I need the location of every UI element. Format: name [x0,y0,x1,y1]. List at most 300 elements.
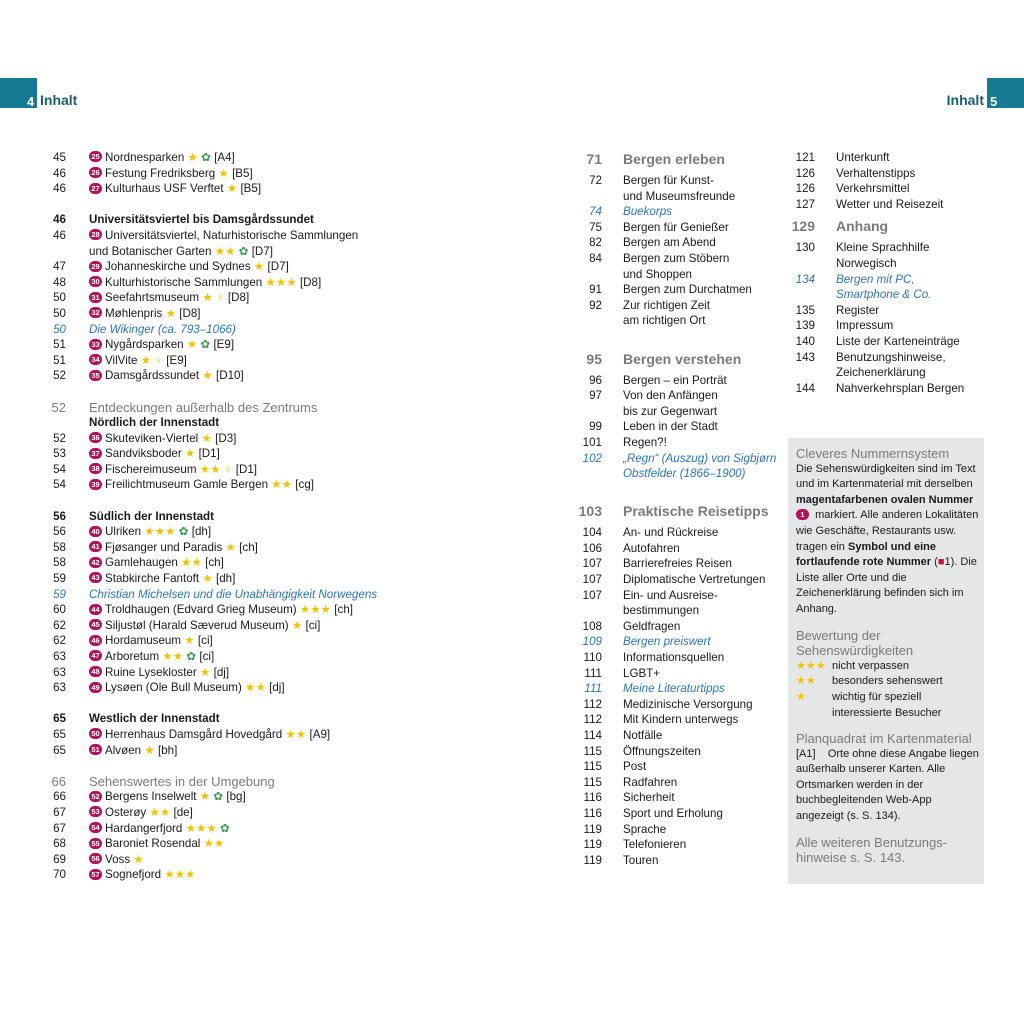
page-number: 143 [795,350,815,364]
toc-entry[interactable] [40,665,510,681]
sight-number-badge: 30 [89,276,102,287]
toc-entry[interactable] [40,462,510,478]
toc-entry[interactable] [40,509,510,525]
page-number: 97 [589,389,602,403]
entry-title [89,649,214,665]
spacer [40,758,510,774]
toc-entry[interactable] [40,400,510,416]
entry-label: Zur richtigen Zeit [623,298,710,312]
entry-label: Südlich der Innenstadt [89,509,214,523]
toc-entry[interactable] [570,235,780,251]
toc-entry[interactable] [40,587,510,603]
sight-number-badge: 50 [89,728,102,739]
toc-entry[interactable] [570,588,780,604]
page-number: 135 [795,303,815,317]
info-title-rating-b: Sehenswürdigkeiten [796,643,914,659]
star-icon: ★ [285,727,296,741]
sight-number-badge: 25 [89,151,102,162]
map-grid-ref: [de] [173,805,193,819]
star-icon: ★ [203,837,215,851]
toc-entry[interactable] [40,618,510,634]
entry-label: Bergen am Abend [623,236,716,250]
toc-entry[interactable] [780,150,990,166]
entry-label: Obstfelder (1866–1900) [623,467,746,481]
entry-label: Wetter und Reisezeit [836,197,944,211]
entry-label: Universitätsviertel bis Damsgårdssundet [89,213,314,227]
entry-title [623,173,714,189]
entry-title [623,775,677,791]
entry-label: bestimmungen [623,604,700,618]
entry-title [623,588,718,604]
entry-label: Freilichtmuseum Gamle Bergen [105,478,269,492]
toc-entry[interactable] [40,306,510,322]
star-icon: ★ [195,821,207,835]
star-icon: ★ [165,306,176,320]
toc-entry[interactable] [570,853,780,869]
entry-label: Sandviksboder [105,447,182,461]
toc-entry[interactable] [40,368,510,384]
toc-entry[interactable] [40,477,510,493]
entry-title [836,365,926,381]
entry-label: Regen?! [623,435,667,449]
entry-title [623,712,738,728]
toc-entry[interactable] [570,697,780,713]
page-number: 50 [53,291,66,305]
toc-entry[interactable] [40,524,510,540]
toc-entry[interactable] [40,259,510,275]
entry-title [623,451,776,467]
star-icon: ★ [202,291,213,305]
page-number: 116 [583,791,602,805]
toc-entry[interactable] [570,837,780,853]
toc-entry[interactable] [40,836,510,852]
entry-label: Bergen – ein Porträt [623,373,727,387]
toc-entry[interactable] [40,571,510,587]
sight-number-badge: 26 [89,167,102,178]
map-grid-ref: [bh] [157,743,178,757]
star-icon: ★ [265,275,276,289]
star-icon: ★ [295,727,307,741]
toc-entry[interactable] [780,318,990,334]
toc-entry[interactable] [40,150,510,166]
toc-entry[interactable] [780,256,990,272]
page-number: 51 [53,353,66,367]
page-number: 96 [589,373,602,387]
entry-title [89,509,214,525]
toc-entry[interactable] [40,743,510,759]
page-number: 63 [53,650,66,663]
entry-label: Verhaltenstipps [836,166,916,180]
star-icon: ★ [225,540,236,554]
entry-title [89,633,213,649]
page-number: 53 [53,447,66,461]
toc-entry[interactable] [570,466,780,482]
toc-entry[interactable] [40,446,510,462]
toc-entry[interactable] [40,337,510,353]
sight-number-badge: 38 [89,463,102,474]
star-icon: ★ [201,431,212,445]
entry-title [89,415,219,431]
page-number: 66 [51,773,66,789]
toc-entry[interactable] [40,821,510,837]
toc-entry[interactable] [570,497,780,525]
toc-entry[interactable] [570,282,780,298]
entry-label: Sprache [623,822,667,836]
toc-entry[interactable] [780,197,990,213]
star-icon: ★ [206,821,217,835]
entry-label: Bergen für Genießer [623,220,729,234]
page-number: 104 [582,526,602,540]
entry-title [623,728,662,744]
entry-title [836,318,893,334]
star-icon: ★ [214,244,226,258]
toc-entry[interactable] [570,634,780,650]
toc-entry[interactable] [780,287,990,303]
toc-entry[interactable] [570,173,780,189]
entry-label: Bergen preiswert [623,635,711,649]
map-grid-ref: [D8] [179,306,201,320]
rating-label: interessierte Besucher [832,706,942,719]
map-grid-ref: [dh] [215,572,236,586]
toc-entry[interactable] [570,728,780,744]
entry-title [623,744,701,760]
star-icon: ★ [225,244,236,258]
page-number: 66 [53,790,66,804]
entry-label: Ein- und Ausreise- [623,588,718,602]
map-grid-ref: [D3] [215,431,237,445]
page-number: 46 [53,166,66,180]
toc-entry[interactable] [40,431,510,447]
toc-entry[interactable] [570,744,780,760]
entry-label: Johanneskirche und Sydnes [105,260,251,274]
entry-title [623,666,660,682]
toc-entry[interactable] [40,633,510,649]
entry-label: Nördlich der Innenstadt [89,416,220,430]
toc-entry[interactable] [40,852,510,868]
page-number: 140 [795,334,815,348]
info-title-grid: Planquadrat im Kartenmaterial [796,731,972,747]
entry-title [623,435,667,451]
star-icon: ★ [202,572,213,586]
sight-number-badge: 41 [89,541,102,552]
page-number: 84 [589,251,602,265]
page-number: 126 [795,182,815,196]
toc-entry[interactable] [570,541,780,557]
entry-label: Post [623,760,647,774]
sight-number-badge: 35 [89,370,102,381]
entry-label: Mit Kindern unterwegs [623,713,739,727]
grid-text: Orte ohne diese Angabe liegen außerhalb unserer Karten. Alle Ortsmarken werden in der buchbegleitenden Web-App angezeigt (s. S. 134). [796,747,979,823]
page-number: 115 [583,775,602,789]
toc-entry[interactable] [570,790,780,806]
star-icon: ★ [199,462,211,476]
page-number: 65 [53,743,66,757]
nature-icon: ✿ [200,338,211,352]
spacer [570,329,780,345]
toc-entry[interactable] [570,666,780,682]
entry-label: Register [836,303,880,317]
page-number: 119 [583,853,602,867]
star-icon: ★ [181,556,192,570]
entry-title [623,634,711,650]
entry-label: Barrierefreies Reisen [623,557,732,571]
entry-title [89,212,314,228]
toc-entry[interactable] [40,181,510,197]
toc-entry[interactable] [570,775,780,791]
toc-entry[interactable] [40,540,510,556]
page-number: 102 [582,451,602,465]
rating-label: nicht verpassen [832,659,910,672]
page-number: 50 [53,322,66,336]
page-number: 75 [589,220,602,234]
entry-label: Festung Fredriksberg [105,166,216,180]
entry-label: Bergen mit PC, [836,272,915,286]
toc-entry[interactable] [570,525,780,541]
toc-entry[interactable] [780,334,990,350]
entry-label: Lysøen (Ole Bull Museum) [105,681,242,695]
entry-label: Baroniet Rosendal [105,837,201,851]
map-grid-ref: [ch] [205,556,224,570]
page-number: 95 [586,350,602,367]
page-number: 54 [53,462,66,476]
entry-title [836,350,946,366]
toc-entry[interactable] [40,166,510,182]
toc-entry[interactable] [40,649,510,665]
rating-stars: ★★★ [796,659,826,672]
entry-title [836,240,929,256]
toc-middle-column [570,145,780,868]
toc-entry[interactable] [570,204,780,220]
entry-label: und Shoppen [623,267,692,281]
toc-entry[interactable] [570,603,780,619]
nature-icon: ✿ [220,821,230,835]
page-number: 52 [53,431,66,445]
entry-title [836,334,960,350]
page-number: 116 [583,806,602,820]
toc-entry[interactable] [40,602,510,618]
entry-label: Hardangerfjord [105,821,183,835]
page-number: 101 [582,435,602,449]
entry-title [89,665,229,681]
toc-entry[interactable] [570,650,780,666]
toc-entry[interactable] [40,353,510,369]
page-number: 92 [589,298,602,312]
toc-entry[interactable] [570,556,780,572]
toc-entry[interactable] [780,166,990,182]
entry-title [623,853,658,869]
sight-number-badge: 42 [89,557,102,568]
toc-entry[interactable] [570,806,780,822]
entry-label: Leben in der Stadt [623,420,718,434]
toc-entry[interactable] [570,388,780,404]
toc-entry[interactable] [780,240,990,256]
entry-label: Informationsquellen [623,651,725,665]
rating-row [796,706,980,722]
entry-label: Buekorps [623,205,672,219]
toc-entry[interactable] [570,619,780,635]
toc-entry[interactable] [570,435,780,451]
spacer [570,482,780,498]
toc-entry[interactable] [40,212,510,228]
sight-number-badge: 36 [89,432,102,443]
toc-entry[interactable] [570,373,780,389]
toc-entry[interactable] [40,290,510,306]
entry-title [623,603,699,619]
toc-entry[interactable] [780,272,990,288]
toc-entry[interactable] [570,145,780,173]
toc-entry[interactable] [780,350,990,366]
map-grid-ref: [D8] [299,275,322,289]
map-grid-ref: [dj] [269,681,285,695]
toc-entry[interactable] [40,805,510,821]
entry-label: Siljustøl (Harald Sæverud Museum) [105,618,289,632]
toc-entry[interactable] [40,867,510,883]
entry-title [89,290,249,306]
entry-title [89,680,285,696]
toc-entry[interactable] [570,451,780,467]
toc-entry[interactable] [570,298,780,314]
entry-label: „Regn“ (Auszug) von Sigbjørn [623,451,777,465]
info-box [788,438,984,884]
toc-entry[interactable] [570,189,780,205]
page-number: 60 [53,603,66,617]
entry-title [623,235,716,251]
toc-entry[interactable] [570,759,780,775]
toc-entry[interactable] [780,381,990,397]
sight-number-badge: 56 [89,853,102,864]
entry-title [836,150,890,166]
page-number: 111 [584,682,602,696]
star-icon: ★ [140,353,152,367]
map-grid-ref: [E9] [213,338,235,352]
entry-title [623,806,723,822]
grid-example: [A1] [796,747,816,760]
map-grid-ref: [B5] [232,166,253,180]
page-number: 48 [53,275,66,289]
page-number: 71 [586,151,602,167]
toc-entry[interactable] [570,267,780,283]
toc-entry[interactable] [40,322,510,338]
entry-label: Fjøsanger und Paradis [105,540,223,554]
page-number: 45 [53,151,66,164]
page-number: 58 [53,540,66,554]
toc-entry[interactable] [40,711,510,727]
entry-title [623,388,718,404]
entry-title [89,244,273,260]
entry-title [623,345,741,373]
toc-entry[interactable] [780,181,990,197]
page-number: 69 [53,852,66,866]
entry-title [89,353,187,369]
entry-label: Universitätsviertel, Naturhistorische Sammlungen [105,228,359,242]
toc-entry[interactable] [780,303,990,319]
toc-entry[interactable] [40,789,510,805]
entry-title [623,681,725,697]
star-icon: ★ [154,525,166,539]
star-icon: ★ [185,821,196,835]
toc-entry[interactable] [570,220,780,236]
toc-entry[interactable] [570,419,780,435]
toc-entry[interactable] [780,212,990,240]
toc-entry[interactable] [40,680,510,696]
entry-title [89,431,236,447]
toc-entry[interactable] [570,345,780,373]
toc-entry[interactable] [40,244,510,260]
toc-entry[interactable] [570,251,780,267]
sight-number-badge: 37 [89,448,102,459]
entry-title [89,571,235,587]
toc-entry[interactable] [570,313,780,329]
info-text-e: ( [934,556,938,569]
toc-entry[interactable] [40,275,510,291]
page-number: 59 [53,587,66,601]
info-title-more-b: hinweise s. S. 143. [796,850,906,866]
toc-entry[interactable] [780,365,990,381]
star-icon: ★ [162,650,173,663]
entry-title [89,462,257,478]
sight-number-badge: 33 [89,339,102,350]
spacer [40,384,510,400]
entry-title [623,619,680,635]
star-icon: ★ [255,681,266,695]
page-number: 112 [583,697,602,711]
toc-entry[interactable] [40,774,510,790]
star-icon: ★ [149,805,160,819]
entry-title [89,166,253,182]
entry-label: Kleine Sprachhilfe [836,241,930,255]
entry-title [89,789,246,805]
toc-entry[interactable] [40,228,510,244]
toc-entry[interactable] [570,572,780,588]
entry-label: Touren [623,853,659,867]
toc-entry[interactable] [40,555,510,571]
toc-entry[interactable] [40,415,510,431]
toc-entry[interactable] [570,712,780,728]
rating-label: besonders sehenswert [832,675,943,688]
entry-title [89,259,289,275]
toc-entry[interactable] [570,681,780,697]
star-icon: ★ [144,743,155,757]
star-icon: ★ [185,868,196,882]
entry-label: Troldhaugen (Edvard Grieg Museum) [105,603,297,617]
page-number: 139 [795,319,815,333]
star-icon: ★ [184,447,196,461]
entry-title [89,322,236,338]
toc-entry[interactable] [570,822,780,838]
toc-entry[interactable] [570,404,780,420]
sight-number-badge: 44 [89,604,102,615]
info-text-a: Die Sehenswürdigkeiten sind im Text und im Kartenmaterial mit derselben [796,462,976,491]
rating-legend [796,659,980,721]
toc-entry[interactable] [40,727,510,743]
right-page-number: 5 [990,94,998,109]
entry-label: Bergen zum Durchatmen [623,283,752,297]
star-icon: ★ [218,166,229,180]
star-icon: ★ [275,275,287,289]
page-number: 46 [53,213,66,227]
red-symbol-icon: ■ [937,556,945,569]
sight-number-badge: 28 [89,229,102,240]
family-icon: ♀ [223,462,233,476]
entry-label: Alvøen [105,743,142,757]
entry-title [836,287,931,303]
entry-label: Osterøy [105,805,147,819]
entry-label: Smartphone & Co. [836,288,932,302]
page-number: 106 [582,541,602,555]
star-icon: ★ [191,556,202,570]
entry-label: Diplomatische Vertretungen [623,573,766,587]
entry-title [623,267,692,283]
